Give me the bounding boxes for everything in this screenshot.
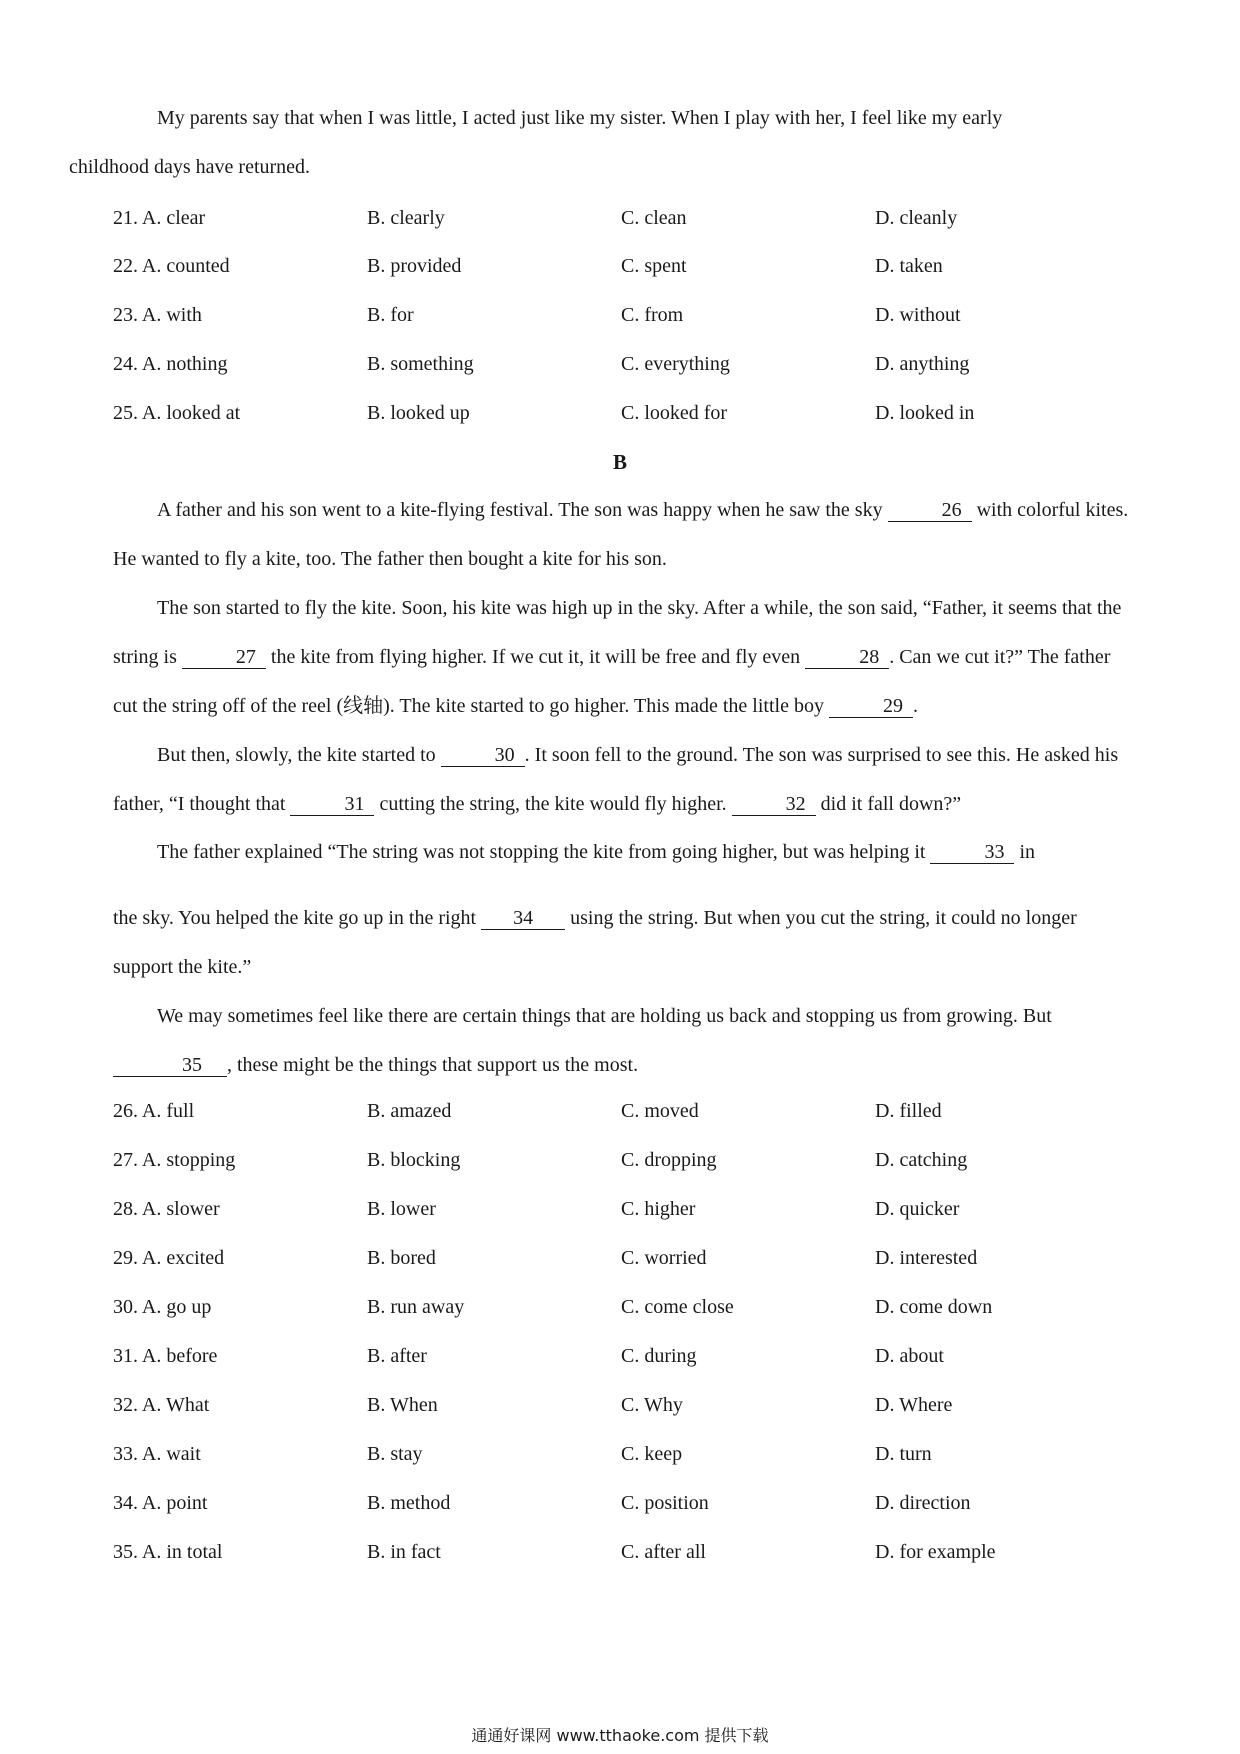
option-c: C. after all <box>621 1541 706 1563</box>
option-c: C. from <box>621 304 684 326</box>
blank-27: 27 <box>182 646 266 669</box>
option-b: B. method <box>367 1492 451 1514</box>
intro-line-1: My parents say that when I was little, I acted just like my sister. When I play with her, I feel like my early <box>157 107 1003 129</box>
option-c: C. clean <box>621 207 687 229</box>
option-d: D. without <box>875 304 961 326</box>
option-c: C. during <box>621 1345 697 1367</box>
question-number: 33. <box>113 1443 138 1465</box>
passage-paragraph-2: The son started to fly the kite. Soon, his kite was high up in the sky. After a while, the son said, “Father, it seems that the string is 27 the kite from flying higher. If we cut it, it will be free and fly even 28 . Can we cut it?” The father cut the string off of the reel (线轴). The kite started to go higher. This made the little boy 29 . <box>113 597 1122 717</box>
option-c: C. keep <box>621 1443 683 1465</box>
blank-31: 31 <box>290 793 374 816</box>
passage-paragraph-1: A father and his son went to a kite-flying festival. The son was happy when he saw the sky 26 with colorful kites. He wanted to fly a kite, too. The father then bought a kite for his son. <box>113 499 1129 570</box>
option-a: A. looked at <box>141 402 241 424</box>
option-c: C. worried <box>621 1247 707 1269</box>
option-row-26 <box>113 1096 1133 1126</box>
blank-30: 30 <box>441 744 525 767</box>
option-a: A. nothing <box>141 353 228 375</box>
question-number: 27. <box>113 1149 138 1171</box>
option-c: C. moved <box>621 1100 699 1122</box>
option-b: B. bored <box>367 1247 436 1269</box>
blank-34: 34 <box>481 907 565 930</box>
option-b: B. clearly <box>367 207 445 229</box>
option-b: B. in fact <box>367 1541 441 1563</box>
option-row-24 <box>113 349 1133 379</box>
option-c: C. higher <box>621 1198 696 1220</box>
option-a: A. in total <box>141 1541 223 1563</box>
option-c: C. position <box>621 1492 709 1514</box>
option-c: C. come close <box>621 1296 734 1318</box>
option-a: A. slower <box>141 1198 220 1220</box>
option-d: D. looked in <box>875 402 975 424</box>
option-b: B. amazed <box>367 1100 452 1122</box>
intro-paragraph <box>69 94 1133 192</box>
option-b: B. provided <box>367 255 462 277</box>
option-b: B. When <box>367 1394 438 1416</box>
option-d: D. for example <box>875 1541 996 1563</box>
question-number: 28. <box>113 1198 138 1220</box>
option-d: D. anything <box>875 353 970 375</box>
option-a: A. go up <box>141 1296 212 1318</box>
option-c: C. looked for <box>621 402 728 424</box>
option-row-28 <box>113 1194 1133 1224</box>
passage-paragraph-3: But then, slowly, the kite started to 30 . It soon fell to the ground. The son was surprised to see this. He asked his father, “I thought that 31 cutting the string, the kite would fly higher. 32 did it fall down?” <box>113 744 1119 815</box>
blank-28: 28 <box>805 646 889 669</box>
option-d: D. come down <box>875 1296 993 1318</box>
passage-paragraph-4-line-1: The father explained “The string was not stopping the kite from going higher, but was helping it 33 in <box>157 841 1036 863</box>
blank-29: 29 <box>829 695 913 718</box>
option-a: A. stopping <box>141 1149 236 1171</box>
question-number: 24. <box>113 353 138 375</box>
option-a: A. wait <box>141 1443 201 1465</box>
option-row-33 <box>113 1439 1133 1469</box>
option-row-29 <box>113 1243 1133 1273</box>
blank-26: 26 <box>888 499 972 522</box>
option-a: A. before <box>141 1345 218 1367</box>
question-number: 26. <box>113 1100 138 1122</box>
option-d: D. quicker <box>875 1198 960 1220</box>
option-b: B. looked up <box>367 402 470 424</box>
option-c: C. everything <box>621 353 730 375</box>
question-number: 21. <box>113 207 138 229</box>
option-row-31 <box>113 1341 1133 1371</box>
option-d: D. about <box>875 1345 944 1367</box>
option-a: A. counted <box>141 255 230 277</box>
question-number: 34. <box>113 1492 138 1514</box>
option-row-30 <box>113 1292 1133 1322</box>
blank-35: 35 <box>113 1054 227 1077</box>
option-d: D. direction <box>875 1492 971 1514</box>
option-d: D. catching <box>875 1149 968 1171</box>
intro-line-2: childhood days have returned. <box>69 156 311 178</box>
question-number: 23. <box>113 304 138 326</box>
option-a: A. full <box>141 1100 195 1122</box>
passage-paragraph-5: We may sometimes feel like there are certain things that are holding us back and stopping us from growing. But 35 , these might be the things that support us the most. <box>113 992 1133 1090</box>
option-a: A. What <box>141 1394 210 1416</box>
option-row-21 <box>113 203 1133 233</box>
question-number: 31. <box>113 1345 138 1367</box>
option-a: A. with <box>141 304 202 326</box>
section-b-title: B <box>612 450 627 474</box>
option-c: C. spent <box>621 255 687 277</box>
option-a: A. excited <box>141 1247 225 1269</box>
option-d: D. taken <box>875 255 943 277</box>
option-d: D. Where <box>875 1394 953 1416</box>
question-number: 30. <box>113 1296 138 1318</box>
option-row-23 <box>113 300 1133 330</box>
option-row-34 <box>113 1488 1133 1518</box>
question-number: 25. <box>113 402 138 424</box>
option-d: D. turn <box>875 1443 932 1465</box>
option-c: C. Why <box>621 1394 683 1416</box>
blank-33: 33 <box>930 841 1014 864</box>
option-row-27 <box>113 1145 1133 1175</box>
passage-paragraph-4-line-2: the sky. You helped the kite go up in the right 34 using the string. But when you cut the string, it could no longer support the kite.” <box>113 907 1077 978</box>
option-d: D. filled <box>875 1100 942 1122</box>
question-number: 35. <box>113 1541 138 1563</box>
blank-32: 32 <box>732 793 816 816</box>
option-b: B. stay <box>367 1443 423 1465</box>
option-b: B. run away <box>367 1296 465 1318</box>
option-b: B. for <box>367 304 414 326</box>
option-c: C. dropping <box>621 1149 717 1171</box>
option-d: D. interested <box>875 1247 978 1269</box>
footer-text: 通通好课网 www.tthaoke.com 提供下载 <box>471 1726 769 1745</box>
option-b: B. blocking <box>367 1149 461 1171</box>
option-b: B. after <box>367 1345 427 1367</box>
option-b: B. lower <box>367 1198 436 1220</box>
option-a: A. clear <box>141 207 206 229</box>
option-b: B. something <box>367 353 474 375</box>
option-row-32 <box>113 1390 1133 1420</box>
question-number: 22. <box>113 255 138 277</box>
option-a: A. point <box>141 1492 208 1514</box>
option-row-35 <box>113 1537 1133 1567</box>
question-number: 32. <box>113 1394 138 1416</box>
option-row-25 <box>113 398 1133 428</box>
question-number: 29. <box>113 1247 138 1269</box>
option-d: D. cleanly <box>875 207 958 229</box>
option-row-22 <box>113 251 1133 281</box>
